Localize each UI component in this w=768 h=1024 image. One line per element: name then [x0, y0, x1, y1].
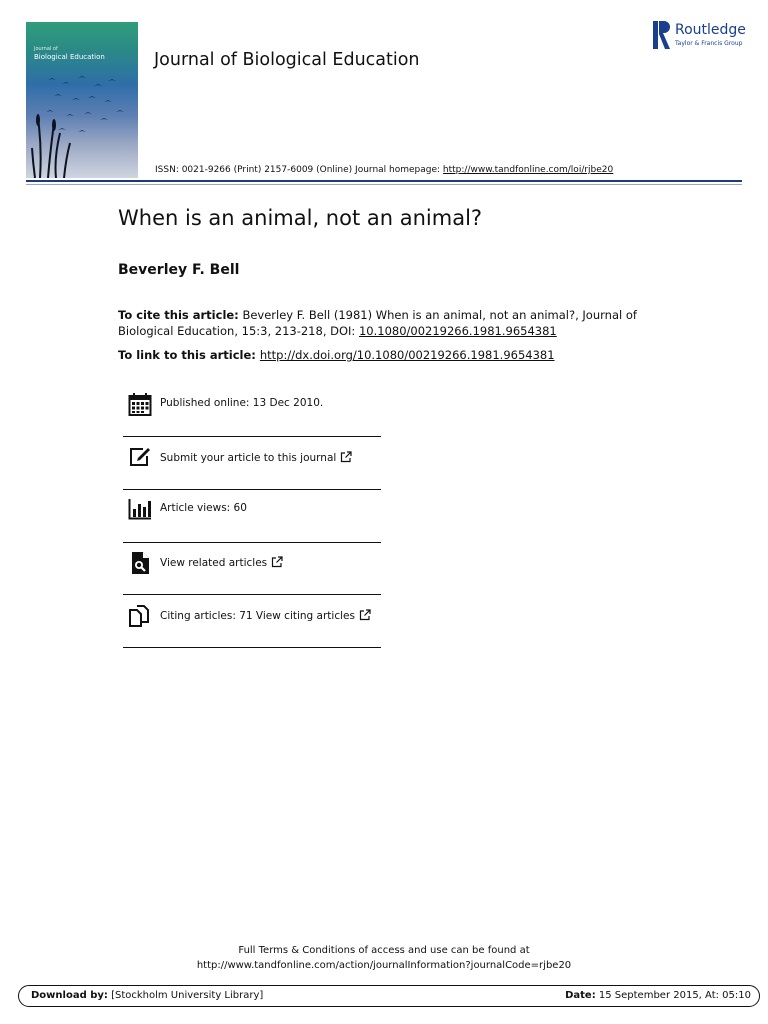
external-link-icon [359, 609, 371, 621]
download-by-label: Download by: [31, 990, 108, 1001]
published-date: Published online: 13 Dec 2010. [160, 397, 324, 409]
terms-line: Full Terms & Conditions of access and use can be found at [238, 945, 530, 956]
article-title: When is an animal, not an animal? [118, 206, 483, 230]
publisher-logo [653, 21, 748, 51]
external-link-icon [340, 451, 352, 463]
cite-label: To cite this article: [118, 308, 239, 322]
issn-line [155, 165, 613, 175]
info-divider [123, 489, 381, 490]
citing-articles-label: Citing articles: 71 View citing articles [160, 610, 355, 622]
submit-article-label: Submit your article to this journal [160, 452, 337, 464]
bar-chart-icon [128, 497, 152, 521]
terms-notice [0, 943, 768, 973]
article-views-row [124, 497, 380, 547]
journal-title: Journal of Biological Education [154, 50, 420, 70]
info-divider [123, 647, 381, 648]
header-divider [26, 180, 742, 182]
publisher-name: Routledge [675, 22, 746, 38]
info-divider [123, 436, 381, 437]
submit-article-link[interactable] [160, 451, 352, 464]
download-date-label: Date: [565, 990, 596, 1001]
issn-text: ISSN: 0021-9266 (Print) 2157-6009 (Online) Journal homepage: [155, 165, 443, 175]
article-views-count: Article views: 60 [160, 502, 247, 514]
citing-documents-icon [128, 604, 152, 628]
cite-text: Beverley F. Bell (1981) When is an animal, not an animal?, Journal of Biological Education, 15:3, 213-218, DOI: [118, 308, 637, 338]
document-search-icon [128, 551, 152, 575]
download-by-value: [Stockholm University Library] [107, 990, 264, 1001]
cover-small-label: Journal of [34, 46, 58, 52]
header-divider-thin [26, 184, 742, 185]
info-divider [123, 542, 381, 543]
journal-cover-image [26, 22, 138, 178]
publisher-subline: Taylor & Francis Group [675, 40, 743, 47]
edit-pencil-icon [128, 446, 152, 470]
article-link-line [118, 348, 555, 362]
citation-block [118, 307, 638, 339]
terms-url[interactable]: http://www.tandfonline.com/action/journalInformation?journalCode=rjbe20 [196, 960, 572, 971]
doi-link[interactable]: 10.1080/00219266.1981.9654381 [358, 324, 557, 338]
related-articles-link[interactable] [160, 556, 283, 569]
article-author: Beverley F. Bell [118, 262, 240, 278]
link-label: To link to this article: [118, 348, 260, 362]
journal-homepage-link[interactable]: http://www.tandfonline.com/loi/rjbe20 [442, 165, 614, 175]
calendar-icon [128, 392, 152, 416]
published-row [124, 392, 380, 442]
related-articles-label: View related articles [160, 557, 268, 569]
download-date [565, 990, 751, 1001]
reeds-graphic [30, 108, 90, 178]
external-link-icon [271, 556, 283, 568]
info-divider [123, 594, 381, 595]
download-date-value: 15 September 2015, At: 05:10 [595, 990, 751, 1001]
download-by [31, 990, 263, 1001]
citing-articles-link[interactable] [160, 609, 371, 622]
cover-title: Biological Education [34, 53, 105, 61]
download-info-bar [18, 985, 760, 1007]
article-doi-url[interactable]: http://dx.doi.org/10.1080/00219266.1981.9654381 [259, 348, 555, 362]
routledge-r-icon [653, 21, 671, 49]
